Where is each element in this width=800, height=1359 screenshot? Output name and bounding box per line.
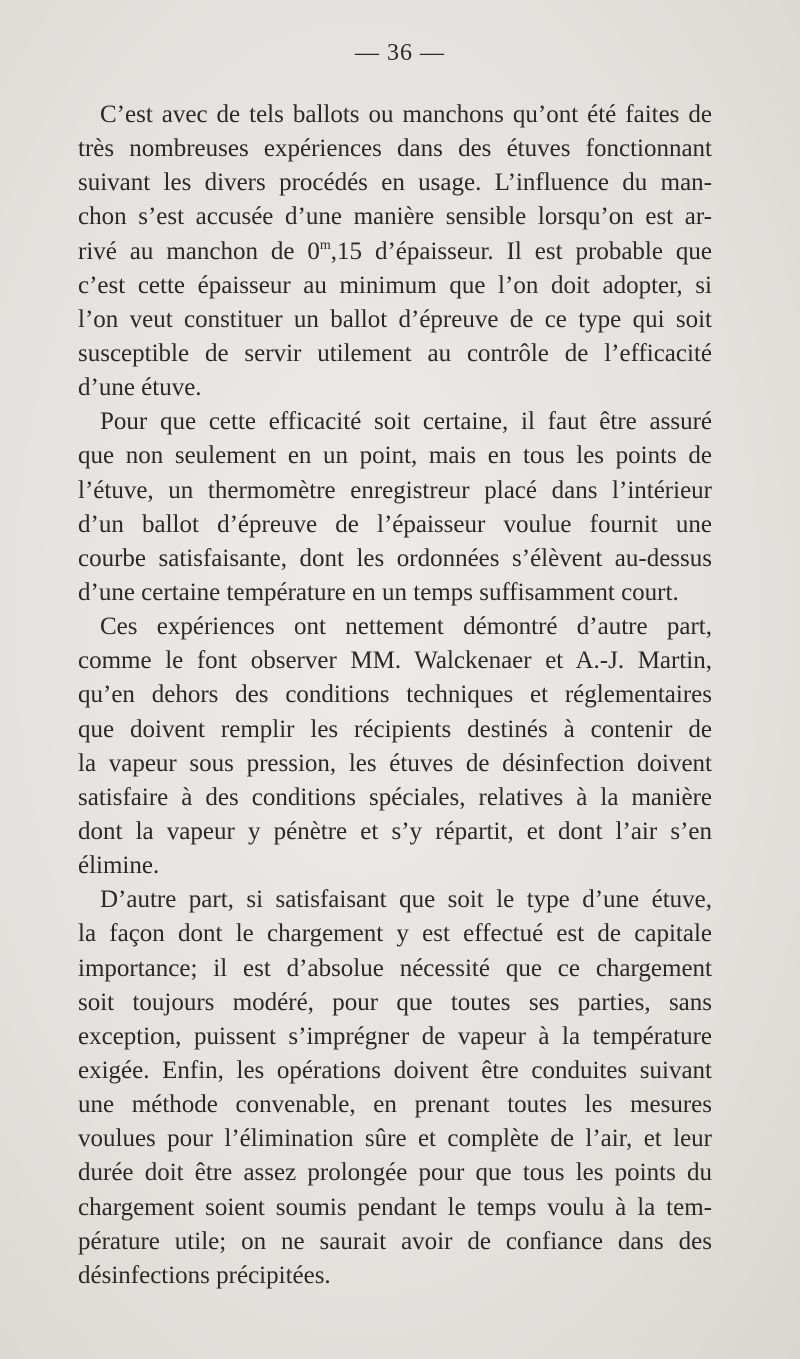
text-line: pérature utile; on ne saurait avoir de confiance dans des <box>78 1227 712 1255</box>
text-line: très nombreuses expériences dans des étuves fonctionnant <box>78 135 712 163</box>
text-line: la vapeur sous pression, les étuves de désinfection doivent <box>78 749 712 777</box>
text-line: d’une certaine température en un temps suffisamment court. <box>78 578 679 606</box>
text-line: élimine. <box>78 852 160 880</box>
text-line: d’une étuve. <box>78 374 202 402</box>
text-segment: rivé au manchon de 0 <box>78 237 320 265</box>
text-line: importance; il est d’absolue nécessité que ce chargement <box>78 954 712 982</box>
page-number: — 36 — <box>355 40 445 66</box>
text-line: d’un ballot d’épreuve de l’épaisseur voulue fournit une <box>78 510 712 538</box>
text-line: susceptible de servir utilement au contrôle de l’efficacité <box>78 339 712 367</box>
text-line: voulues pour l’élimination sûre et complète de l’air, et leur <box>78 1125 712 1153</box>
unit-superscript: m <box>319 237 331 253</box>
text-line: chargement soient soumis pendant le temps voulu à la tem- <box>78 1193 712 1221</box>
paragraph <box>78 98 712 405</box>
text-line: C’est avec de tels ballots ou manchons qu’ont été faites de <box>100 101 712 128</box>
text-line: durée doit être assez prolongée pour que tous les points du <box>78 1159 712 1187</box>
text-line: désinfections précipitées. <box>78 1261 331 1289</box>
text-line: exigée. Enfin, les opérations doivent être conduites suivant <box>78 1056 712 1084</box>
body-text <box>78 98 712 1293</box>
text-line: chon s’est accusée d’une manière sensible lorsqu’on est ar- <box>78 203 712 231</box>
text-line: satisfaire à des conditions spéciales, relatives à la manière <box>78 783 712 811</box>
text-line: l’étuve, un thermomètre enregistreur placé dans l’intérieur <box>78 476 712 504</box>
text-line: suivant les divers procédés en usage. L’influence du man- <box>78 169 712 197</box>
paragraph <box>78 883 712 1293</box>
text-line: courbe satisfaisante, dont les ordonnées s’élèvent au-dessus <box>78 544 712 572</box>
text-line: qu’en dehors des conditions techniques et réglementaires <box>78 681 712 709</box>
text-line: que non seulement en un point, mais en tous les points de <box>78 442 712 470</box>
paragraph <box>78 405 712 610</box>
text-line: D’autre part, si satisfaisant que soit le type d’une étuve, <box>100 886 712 914</box>
text-line: dont la vapeur y pénètre et s’y répartit, et dont l’air s’en <box>78 817 712 845</box>
text-line: soit toujours modéré, pour que toutes ses parties, sans <box>78 988 712 1016</box>
text-line: la façon dont le chargement y est effectué est de capitale <box>78 920 712 948</box>
paragraph <box>78 610 712 883</box>
text-line: comme le font observer MM. Walckenaer et A.-J. Martin, <box>78 647 712 675</box>
text-line: que doivent remplir les récipients destinés à contenir de <box>78 715 712 743</box>
text-line: c’est cette épaisseur au minimum que l’on doit adopter, si <box>78 271 712 299</box>
text-line: l’on veut constituer un ballot d’épreuve de ce type qui soit <box>78 305 712 333</box>
text-line: Ces expériences ont nettement démontré d’autre part, <box>100 613 712 641</box>
text-line: exception, puissent s’imprégner de vapeur à la température <box>78 1022 712 1050</box>
text-line: une méthode convenable, en prenant toutes les mesures <box>78 1091 712 1119</box>
text-line <box>78 235 712 269</box>
text-segment: ,15 d’épaisseur. Il est probable que <box>330 237 712 265</box>
text-line: Pour que cette efficacité soit certaine, il faut être assuré <box>100 408 712 436</box>
